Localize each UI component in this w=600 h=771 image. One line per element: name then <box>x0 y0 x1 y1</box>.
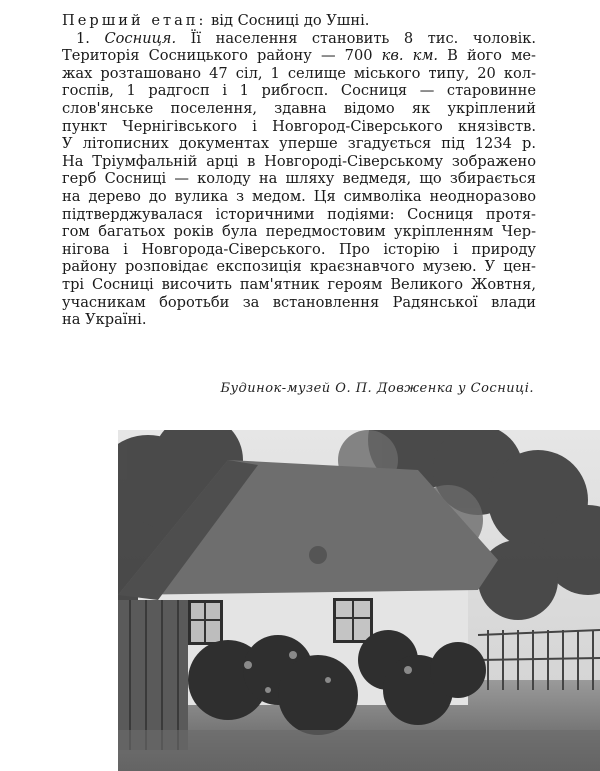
photo-caption: Будинок-музей О. П. Довженка у Сосниці. <box>220 381 534 396</box>
text-fragment: В його ме- <box>438 47 536 65</box>
text-line: На Тріумфальній арці в Новгороді-Сіверському зображено <box>62 152 536 170</box>
text-line: на Україні. <box>62 311 147 329</box>
item-number: 1. <box>76 29 105 47</box>
heading-spaced: Перший етап: <box>62 12 207 29</box>
text-line: гом багатьох років була передмостовим укріпленням Чер- <box>62 223 536 241</box>
item-title: Сосниця. <box>104 29 177 47</box>
heading-rest: від Сосниці до Ушні. <box>206 12 370 29</box>
unit-text: кв. км. <box>381 47 439 65</box>
text-line: на дерево до вулика з медом. Ця символіка неодноразово <box>62 187 536 205</box>
text-line: району розповідає експозиція краєзнавчого музею. У цен- <box>62 258 536 276</box>
section-heading <box>62 12 536 30</box>
text-line: підтверджувалася історичними подіями: Сосниця протя- <box>62 205 536 223</box>
photo-illustration <box>118 430 600 771</box>
text-line <box>62 30 536 48</box>
text-line: герб Сосниці — колоду на шляху ведмедя, що збирається <box>62 170 536 188</box>
text-line <box>62 47 536 65</box>
body-text <box>62 12 536 329</box>
text-line: жах розташовано 47 сіл, 1 селище міського типу, 20 кол- <box>62 64 536 82</box>
text-line: пункт Чернігівського і Новгород-Сіверського князівств. <box>62 117 536 135</box>
text-line: госпів, 1 радгосп і 1 рибгосп. Сосниця — старовинне <box>62 82 536 100</box>
text-fragment: Територія Сосницького району — 700 <box>62 47 382 65</box>
text-fragment: Її населення становить 8 тис. чоловік. <box>176 29 536 47</box>
text-line: нігова і Новгорода-Сіверського. Про історію і природу <box>62 240 536 258</box>
text-line: слов'янське поселення, здавна відомо як укріплений <box>62 99 536 117</box>
house-museum-photo <box>118 430 600 771</box>
text-line: учасникам боротьби за встановлення Радянської влади <box>62 293 536 311</box>
text-line: У літописних документах уперше згадується під 1234 р. <box>62 135 536 153</box>
text-line: трі Сосниці височить пам'ятник героям Великого Жовтня, <box>62 275 536 293</box>
